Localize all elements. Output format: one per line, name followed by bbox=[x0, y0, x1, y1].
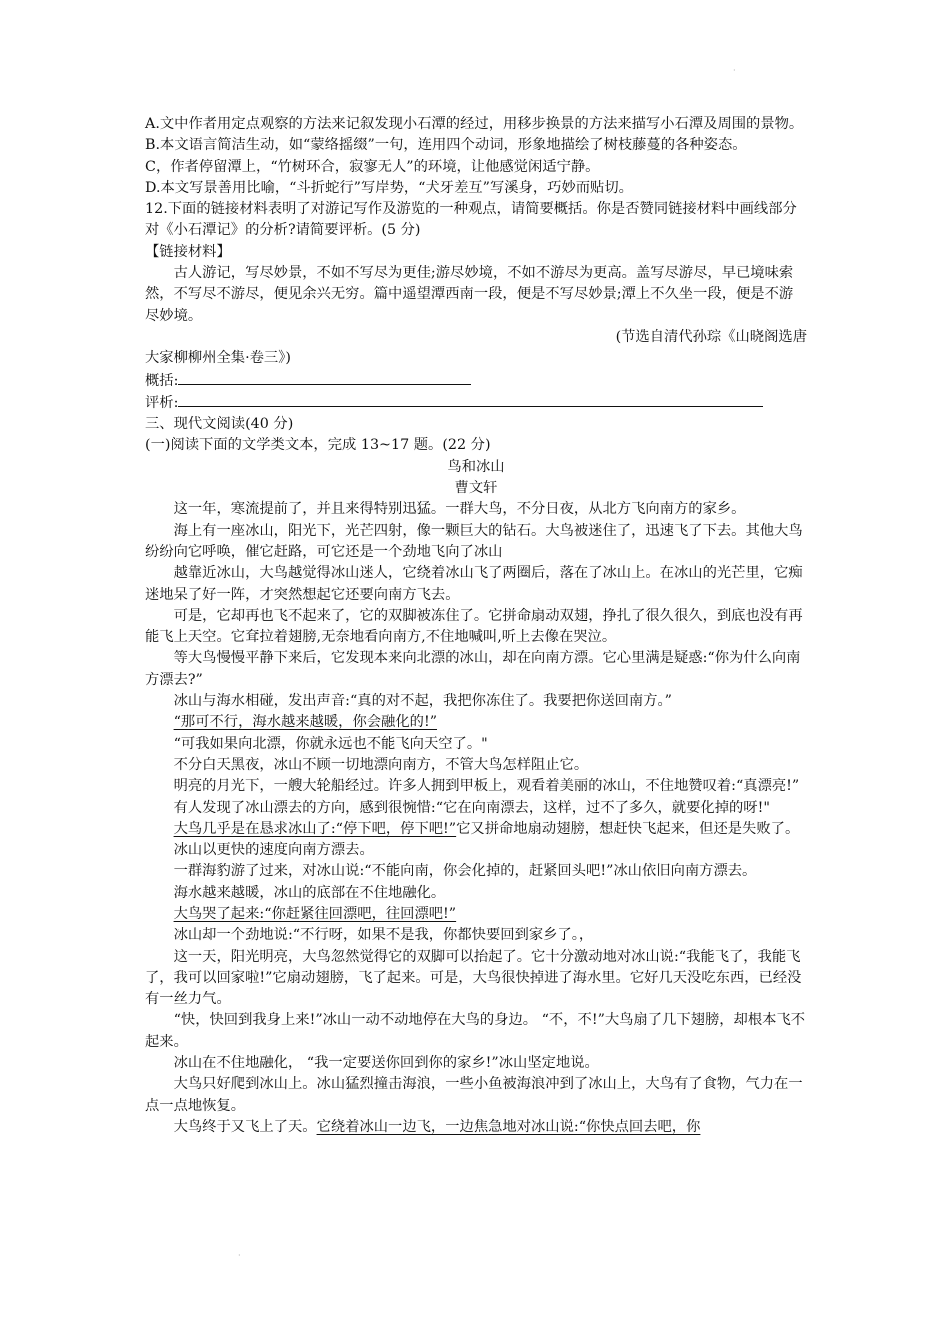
link-material-text: 古人游记，写尽妙景，不如不写尽为更佳;游尽妙境，不如不游尽为更高。盖写尽游尽，早已境味索然，不写尽不游尽，便见余兴无穷。篇中遥望潭西南一段，便是不写尽妙景;潭上不久坐一段，便是不游尽妙境。 bbox=[145, 265, 794, 324]
subsection-1-heading: (一)阅读下面的文学类文本，完成 13~17 题。(22 分) bbox=[145, 437, 491, 454]
story-paragraph: 等大鸟慢慢平静下来后，它发现本来向北漂的冰山，却在向南方漂。它心里满是疑惑:“你为什么向南方漂去?” bbox=[145, 650, 801, 688]
story-paragraph: 越靠近冰山，大鸟越觉得冰山迷人，它绕着冰山飞了两圈后，落在了冰山上。在冰山的光芒里，它痴迷地呆了好一阵，才突然想起它还要向南方飞去。 bbox=[145, 565, 803, 603]
story-paragraph: 可是，它却再也飞不起来了，它的双脚被冻住了。它拼命扇动双翅，挣扎了很久很久，到底也没有再能飞上天空。它耷拉着翅膀,无奈地看向南方,不住地喊叫,听上去像在哭泣。 bbox=[145, 607, 803, 646]
document-body bbox=[145, 114, 807, 1138]
story-author: 曹文轩 bbox=[454, 480, 498, 497]
story-title: 鸟和冰山 bbox=[447, 458, 505, 475]
underlined-sentence: 大鸟几乎是在恳求冰山了:“停下吧，停下吧!” bbox=[173, 820, 457, 837]
summary-answer-line[interactable] bbox=[145, 370, 807, 392]
summary-label: 概括: bbox=[145, 372, 179, 389]
story-paragraph: 明亮的月光下，一艘大轮船经过。许多人拥到甲板上，观看着美丽的冰山，不住地赞叹着:“真漂亮!” bbox=[173, 778, 800, 795]
story-paragraph: 冰山在不住地融化， “我一定要送你回到你的家乡!”冰山坚定地说。 bbox=[173, 1055, 599, 1072]
option-b: B.本文语言简洁生动，如“蒙络摇缀”一句，连用四个动词，形象地描绘了树枝藤蔓的各种姿态。 bbox=[145, 137, 747, 154]
story-paragraph: 海水越来越暖，冰山的底部在不住地融化。 bbox=[173, 884, 446, 901]
comment-answer-line[interactable] bbox=[145, 392, 807, 414]
header-mark: · bbox=[733, 66, 736, 75]
underlined-sentence: 它绕着冰山一边飞，一边焦急地对冰山说:“你快点回去吧，你 bbox=[316, 1118, 701, 1135]
comment-label: 评析: bbox=[145, 394, 179, 411]
link-material-label: 【链接材料】 bbox=[145, 243, 231, 260]
question-12: 12.下面的链接材料表明了对游记写作及游览的一种观点，请简要概括。你是否赞同链接材料中画线部分对《小石潭记》的分析?请简要评析。(5 分) bbox=[145, 201, 797, 239]
footer-mark: · bbox=[238, 1251, 241, 1260]
option-d: D.本文写景善用比喻，“斗折蛇行”写岸势，“犬牙差互”写溪身，巧妙而贴切。 bbox=[145, 179, 633, 196]
story-paragraph: 大鸟只好爬到冰山上。冰山猛烈撞击海浪，一些小鱼被海浪冲到了冰山上，大鸟有了食物，气力在一点一点地恢复。 bbox=[145, 1076, 803, 1114]
summary-blank[interactable] bbox=[178, 370, 471, 385]
option-c: C，作者停留潭上，“竹树环合，寂寥无人”的环境，让他感觉闲适宁静。 bbox=[145, 158, 600, 175]
story-paragraph: 有人发现了冰山漂去的方向，感到很惋惜:“它在向南漂去，这样，过不了多久，就要化掉的呀!" bbox=[173, 799, 770, 816]
section-3-heading: 三、现代文阅读(40 分) bbox=[145, 416, 294, 433]
story-paragraph: 这一天，阳光明亮，大鸟忽然觉得它的双脚可以抬起了。它十分激动地对冰山说:“我能飞了，我能飞了，我可以回家啦!”它扇动翅膀，飞了起来。可是，大鸟很快掉进了海水里。它好几天没吃东西，已经没有一丝力气。 bbox=[145, 948, 802, 1008]
story-paragraph: 大鸟终于又飞上了天。它绕着冰山一边飞，一边焦急地对冰山说:“你快点回去吧，你 bbox=[173, 1118, 701, 1135]
story-paragraph: 大鸟几乎是在恳求冰山了:“停下吧，停下吧!”它又拼命地扇动翅膀，想赶快飞起来，但还是失败了。 bbox=[173, 820, 800, 837]
source-citation-line2: 大家柳柳州全集·卷三》) bbox=[145, 350, 291, 367]
underlined-sentence: “那可不行，海水越来越暖，你会融化的!” bbox=[173, 714, 438, 731]
story-paragraph: “可我如果向北漂，你就永远也不能飞向天空了。" bbox=[173, 735, 488, 752]
story-paragraph: 不分白天黑夜，冰山不顾一切地漂向南方，不管大鸟怎样阻止它。 bbox=[173, 756, 589, 773]
story-paragraph: 一群海豹游了过来，对冰山说:“不能向南，你会化掉的，赶紧回头吧!”冰山依旧向南方漂去。 bbox=[173, 863, 757, 880]
story-paragraph: 冰山却一个劲地说:“不行呀，如果不是我，你都快要回到家乡了。， bbox=[173, 927, 594, 944]
comment-blank[interactable] bbox=[178, 392, 763, 407]
story-paragraph: 海上有一座冰山，阳光下，光芒四射，像一颗巨大的钻石。大鸟被迷住了，迅速飞了下去。其他大鸟纷纷向它呼唤，催它赶路，可它还是一个劲地飞向了冰山 bbox=[145, 522, 803, 560]
story-paragraph: 冰山与海水相碰，发出声音:“真的对不起，我把你冻住了。我要把你送回南方。” bbox=[173, 693, 672, 710]
story-paragraph: 这一年，寒流提前了，并且来得特别迅猛。一群大鸟，不分日夜，从北方飞向南方的家乡。 bbox=[173, 501, 746, 518]
story-paragraph-underlined bbox=[145, 904, 807, 925]
option-a: A.文中作者用定点观察的方法来记叙发现小石潭的经过，用移步换景的方法来描写小石潭及周围的景物。 bbox=[145, 116, 804, 132]
story-paragraph: 冰山以更快的速度向南方漂去。 bbox=[173, 842, 374, 859]
story-paragraph: “快，快回到我身上来!”冰山一动不动地停在大鸟的身边。 “不，不!”大鸟扇了几下翅膀，却根本飞不起来。 bbox=[145, 1012, 806, 1050]
source-citation-line1: (节选自清代孙琮《山晓阁选唐 bbox=[615, 328, 807, 345]
story-paragraph-underlined bbox=[145, 712, 807, 733]
underlined-sentence: 大鸟哭了起来:“你赶紧往回漂吧，往回漂吧!” bbox=[173, 905, 457, 922]
